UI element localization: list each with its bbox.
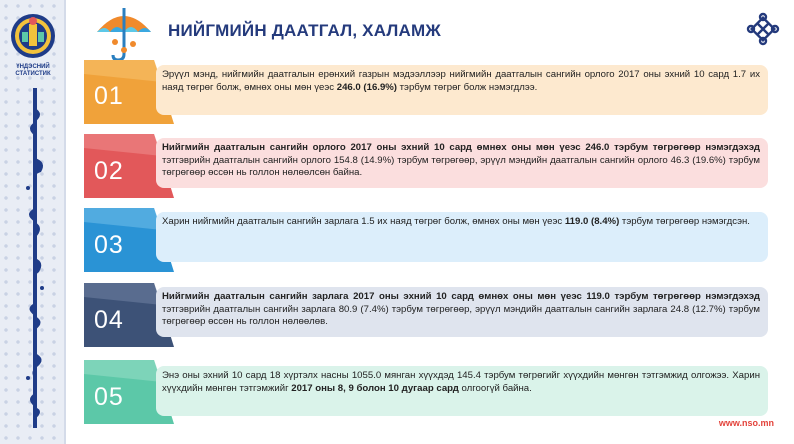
row-number-5: 05 <box>94 383 124 411</box>
row-number-1: 01 <box>94 82 124 110</box>
page-title: НИЙГМИЙН ДААТГАЛ, ХАЛАМЖ <box>168 21 441 40</box>
knot-ornament-icon <box>746 12 780 46</box>
row-1-text-run: тэрбум төгрөг болж нэмэгдлээ. <box>397 81 538 93</box>
row-3-text-run: тэрбум төгрөгөөр нэмэгдсэн. <box>619 216 750 227</box>
row-3-text-run: 119.0 (8.4%) <box>564 216 620 227</box>
mongolian-script-decor <box>22 88 48 428</box>
row-4-text-run: Нийгмийн даатгалын сангийн зарлага 2017 оны эхний 10 сард өмнөх оны мөн үеэс 119.0 тэрбум төгрөгөөр нэмэгдэхэд <box>162 291 760 302</box>
row-4-text-run: тэтгэврийн даатгалын сангийн зарлага 80.9 (7.4%) тэрбум төгрөгөөр, эрүүл мэндийн даатгалын сангийн зарлага 24.8 (12.7%) тэрбум төгрөгөөр өссөн нь голлон нөлөөлөв. <box>162 303 760 328</box>
row-2-text-run: тэтгэврийн даатгалын сангийн орлого 154.8 (14.9%) тэрбум төгрөгөөр, эрүүл мэндийн даатгалын сангийн орлого 46.3 (19.6%) тэрбум төгрөгөөр өссөн нь голлон нөлөөлсөн байна. <box>162 154 760 179</box>
website-link[interactable]: www.nso.mn <box>718 418 774 428</box>
row-5-text-run: олгоогүй байна. <box>458 382 532 394</box>
row-number-4: 04 <box>94 306 124 334</box>
row-5-text-run: Энэ оны эхний 10 сард 18 хүртэлх насны 1055.0 мянган хүүхдэд 145.4 тэрбум төгрөгийг хүүхдийн мөнгөн тэтгэмжид олгожээ. Харин хүүхдийн мөнгөн тэтгэмжийг <box>162 370 760 394</box>
left-decor-strip <box>0 0 66 444</box>
row-1-text-run: Эрүүл мэнд, нийгмийн даатгалын ерөнхий газрын мэдээллээр нийгмийн даатгалын сангийн орлого 2017 оны эхний 10 сард 1.7 их наяд төгрөг болж, өмнөх оны мөн үеэс <box>162 69 760 93</box>
row-text-2 <box>156 138 768 188</box>
row-5-text-run: 2017 оны 8, 9 болон 10 дугаар сард <box>291 382 459 394</box>
row-text-3 <box>156 212 768 262</box>
row-3-text-run: Харин нийгмийн даатгалын сангийн зарлага 1.5 их наяд төгрөг болж, өмнөх оны мөн үеэс <box>162 216 565 227</box>
logo-caption: ҮНДЭСНИЙ СТАТИСТИК <box>15 64 51 77</box>
row-number-2: 02 <box>94 157 124 185</box>
row-number-3: 03 <box>94 231 124 259</box>
umbrella-icon <box>93 6 155 64</box>
row-text-1 <box>156 65 768 115</box>
row-1-text-run: 246.0 (16.9%) <box>336 81 397 93</box>
row-text-4 <box>156 287 768 337</box>
row-2-text-run: Нийгмийн даатгалын сангийн орлого 2017 оны эхний 10 сард өмнөх оны мөн үеэс 246.0 тэрбум төгрөгөөр нэмэгдэхэд <box>162 142 760 153</box>
row-text-5 <box>156 366 768 416</box>
